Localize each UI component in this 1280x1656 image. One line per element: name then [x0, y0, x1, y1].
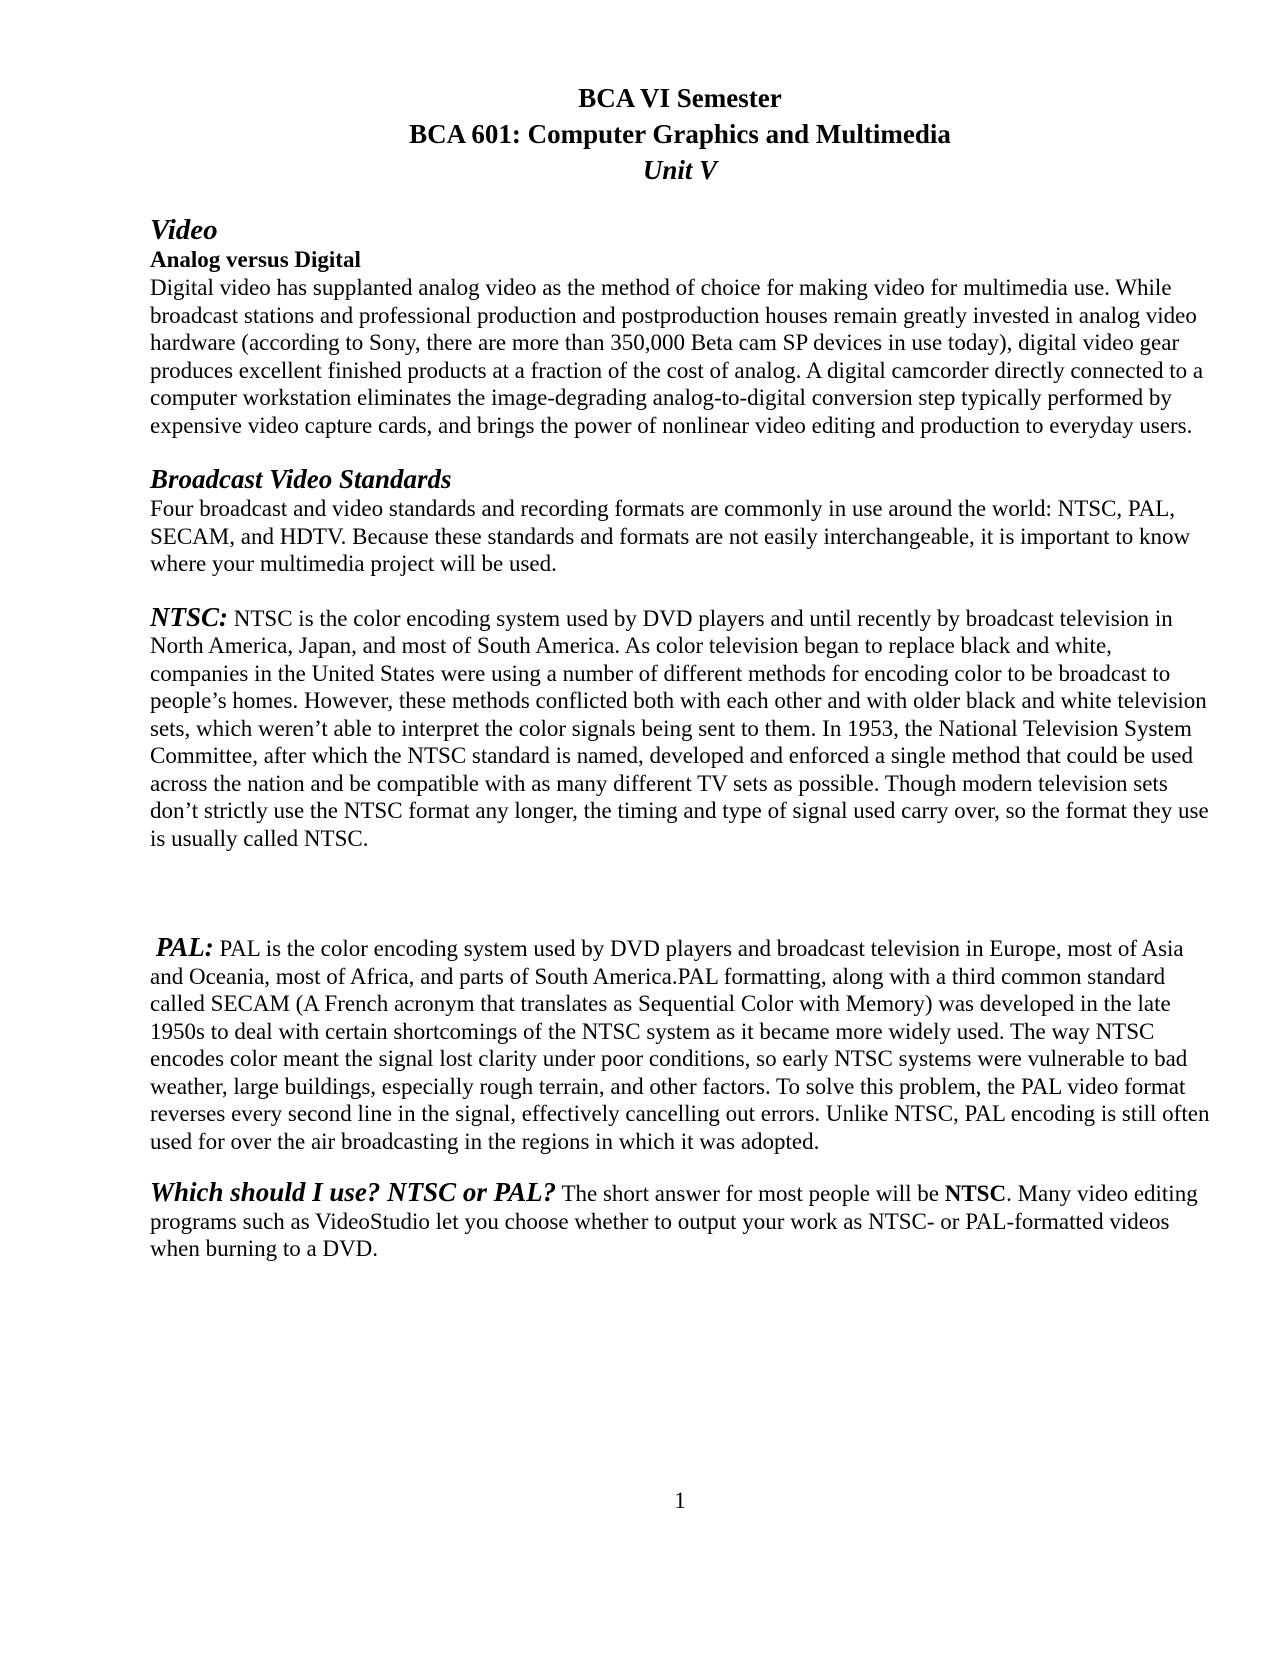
pal-label: PAL: [155, 932, 214, 962]
course-title: BCA 601: Computer Graphics and Multimedia [409, 119, 951, 149]
ntsc-body: NTSC is the color encoding system used by DVD players and until recently by broadcast television in North America, Japan, and most of South America. As color television began to replace black and white, companies in the United States were using a number of different methods for encoding color to be broadcast to people’s homes. However, these methods conflicted both with each other and with older black and white television sets, which weren’t able to interpret the color signals being sent to them. In 1953, the National Television System Committee, after which the NTSC standard is named, developed and enforced a single method that could be used across the nation and be compatible with as many different TV sets as possible. Though modern television sets don’t strictly use the NTSC format any longer, the timing and type of signal used carry over, so the format they use is usually called NTSC. [150, 605, 1209, 851]
which-body-after: . Many video editing programs such as VideoStudio let you choose whether to output your work as NTSC- or PAL-formatted videos when burning to a DVD. [150, 1181, 1198, 1261]
which-emphasis: NTSC [944, 1181, 1007, 1206]
which-paragraph [150, 1179, 1210, 1263]
semester-title: BCA VI Semester [578, 83, 782, 113]
pal-paragraph [150, 934, 1210, 1155]
ntsc-label: NTSC: [150, 601, 229, 632]
analog-digital-subheading: Analog versus Digital [150, 247, 361, 272]
document-page [150, 80, 1210, 1263]
video-heading: Video [150, 214, 218, 246]
pal-body: PAL is the color encoding system used by DVD players and broadcast television in Europe, most of Asia and Oceania, most of Africa, and parts of South America.PAL formatting, along with a third common standard called SECAM (A French acronym that translates as Sequential Color with Memory) was developed in the late 1950s to deal with certain shortcomings of the NTSC system as it became more widely used. The way NTSC encodes color meant the signal lost clarity under poor conditions, so early NTSC systems were vulnerable to bad weather, large buildings, especially rough terrain, and other factors. To solve this problem, the PAL video format reverses every second line in the signal, effectively cancelling out errors. Unlike NTSC, PAL encoding is still often used for over the air broadcasting in the regions in which it was adopted. [150, 936, 1210, 1154]
broadcast-paragraph: Four broadcast and video standards and recording formats are commonly in use around the world: NTSC, PAL, SECAM, and HDTV. Because these standards and formats are not easily interchangeable, it is important to know where your multimedia project will be used. [150, 496, 1191, 576]
page-number: 1 [674, 1488, 686, 1513]
ntsc-paragraph [150, 601, 1210, 853]
unit-title: Unit V [642, 155, 718, 185]
which-label: Which should I use? NTSC or PAL? [150, 1177, 557, 1207]
broadcast-heading: Broadcast Video Standards [150, 464, 452, 494]
which-body-before: The short answer for most people will be [561, 1181, 939, 1206]
video-paragraph: Digital video has supplanted analog video as the method of choice for making video for multimedia use. While broadcast stations and professional production and postproduction houses remain greatly invested in analog video hardware (according to Sony, there are more than 350,000 Beta cam SP devices in use today), digital video gear produces excellent finished products at a fraction of the cost of analog. A digital camcorder directly connected to a computer workstation eliminates the image-degrading analog-to-digital conversion step typically performed by expensive video capture cards, and brings the power of nonlinear video editing and production to everyday users. [150, 275, 1204, 438]
document-header [150, 80, 1210, 188]
